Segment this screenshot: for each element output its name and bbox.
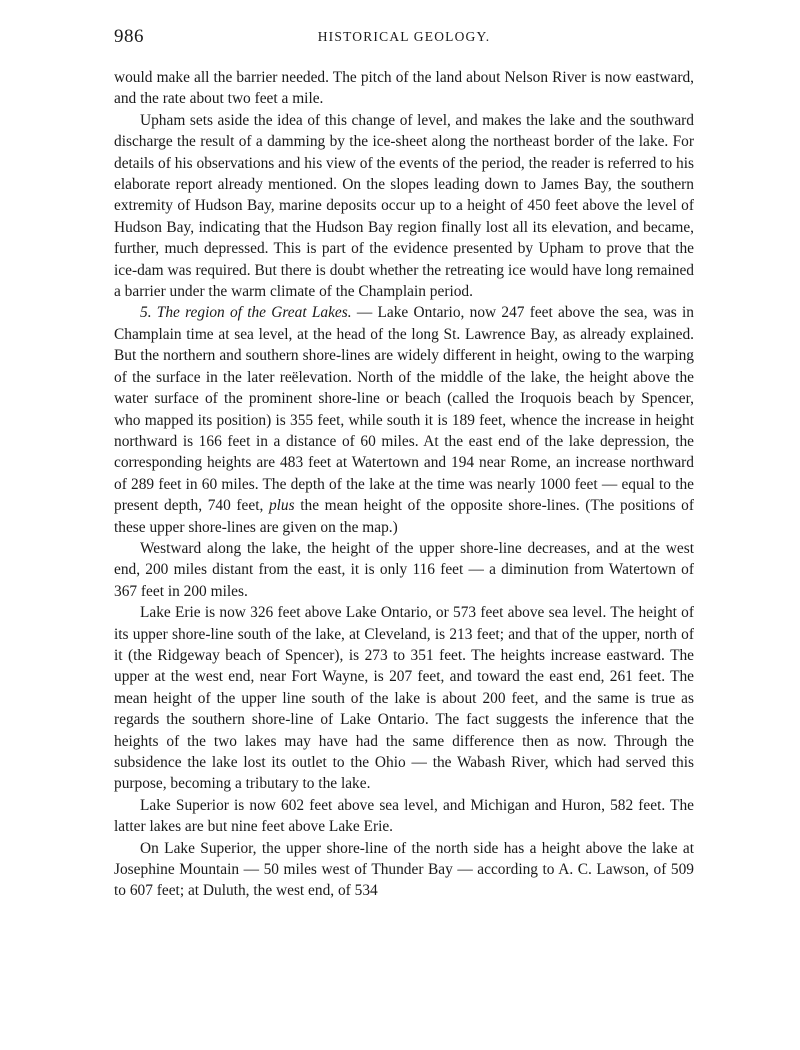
paragraph-3-text-b: the mean height of the opposite shore-lines. (The positions of these upper shore-lines are given on the map.) — [114, 497, 694, 536]
paragraph-5: Lake Erie is now 326 feet above Lake Ontario, or 573 feet above sea level. The height of its upper shore-line south of the lake, at Cleveland, is 213 feet; and that of the upper, north of it (the Ridgeway beach of Spencer), is 273 to 351 feet. The heights increase eastward. The upper at the west end, near Fort Wayne, is 207 feet, and toward the east end, 261 feet. The mean height of the upper line south of the lake is about 200 feet, and the same is true as regards the southern shore-line of Lake Ontario. The fact suggests the inference that the heights of the two lakes may have had the same difference then as now. Through the subsidence the lake lost its outlet to the Ohio — the Wabash River, which had served this purpose, becoming a tributary to the lake. — [114, 604, 694, 793]
paragraph-3-text-a: — Lake Ontario, now 247 feet above the sea, was in Champlain time at sea level, at the head of the long St. Lawrence Bay, as already explained. But the northern and southern shore-lines are widely different in height, owing to the warping of the surface in the later reëlevation. North of the middle of the lake, the height above the water surface of the prominent shore-line or beach (called the Iroquois beach by Spencer, who mapped its position) is 355 feet, while south it is 189 feet, whence the increase in height northward is 166 feet in a distance of 60 miles. At the east end of the lake depression, the corresponding heights are 483 feet at Watertown and 194 near Rome, an increase northward of 289 feet in 60 miles. The depth of the lake at the time was nearly 1000 feet — equal to the present depth, 740 feet, — [114, 304, 694, 515]
paragraph-6: Lake Superior is now 602 feet above sea level, and Michigan and Huron, 582 feet. The latter lakes are but nine feet above Lake Erie. — [114, 796, 694, 836]
paragraph-7: On Lake Superior, the upper shore-line of the north side has a height above the lake at Josephine Mountain — 50 miles west of Thunder Bay — according to A. C. Lawson, of 509 to 607 feet; at Duluth, the west end, of 534 — [114, 839, 694, 900]
paragraph-2: Upham sets aside the idea of this change of level, and makes the lake and the southward discharge the result of a damming by the ice-sheet along the northeast border of the lake. For details of his observations and his view of the events of the period, the reader is referred to his elaborate report already mentioned. On the slopes leading down to James Bay, the southern extremity of Hudson Bay, marine deposits occur up to a height of 450 feet above the level of Hudson Bay, indicating that the Hudson Bay region finally lost all its elevation, and became, further, much depressed. This is part of the evidence presented by Upham to prove that the ice-dam was required. But there is doubt whether the retreating ice would have long remained a barrier under the warm climate of the Champlain period. — [114, 111, 694, 301]
running-header — [114, 26, 694, 50]
paragraph-4: Westward along the lake, the height of the upper shore-line decreases, and at the west end, 200 miles distant from the east, it is only 116 feet — a diminution from Watertown of 367 feet in 200 miles. — [114, 539, 694, 600]
section-heading: 5. The region of the Great Lakes. — [140, 304, 352, 322]
running-title: HISTORICAL GEOLOGY. — [317, 29, 491, 44]
paragraph-1: would make all the barrier needed. The pitch of the land about Nelson River is now eastward, and the rate about two feet a mile. — [114, 69, 694, 108]
paragraph-3 — [114, 302, 694, 537]
body-text — [114, 67, 694, 902]
page-number: 986 — [114, 26, 144, 47]
plus-word: plus — [268, 497, 295, 515]
